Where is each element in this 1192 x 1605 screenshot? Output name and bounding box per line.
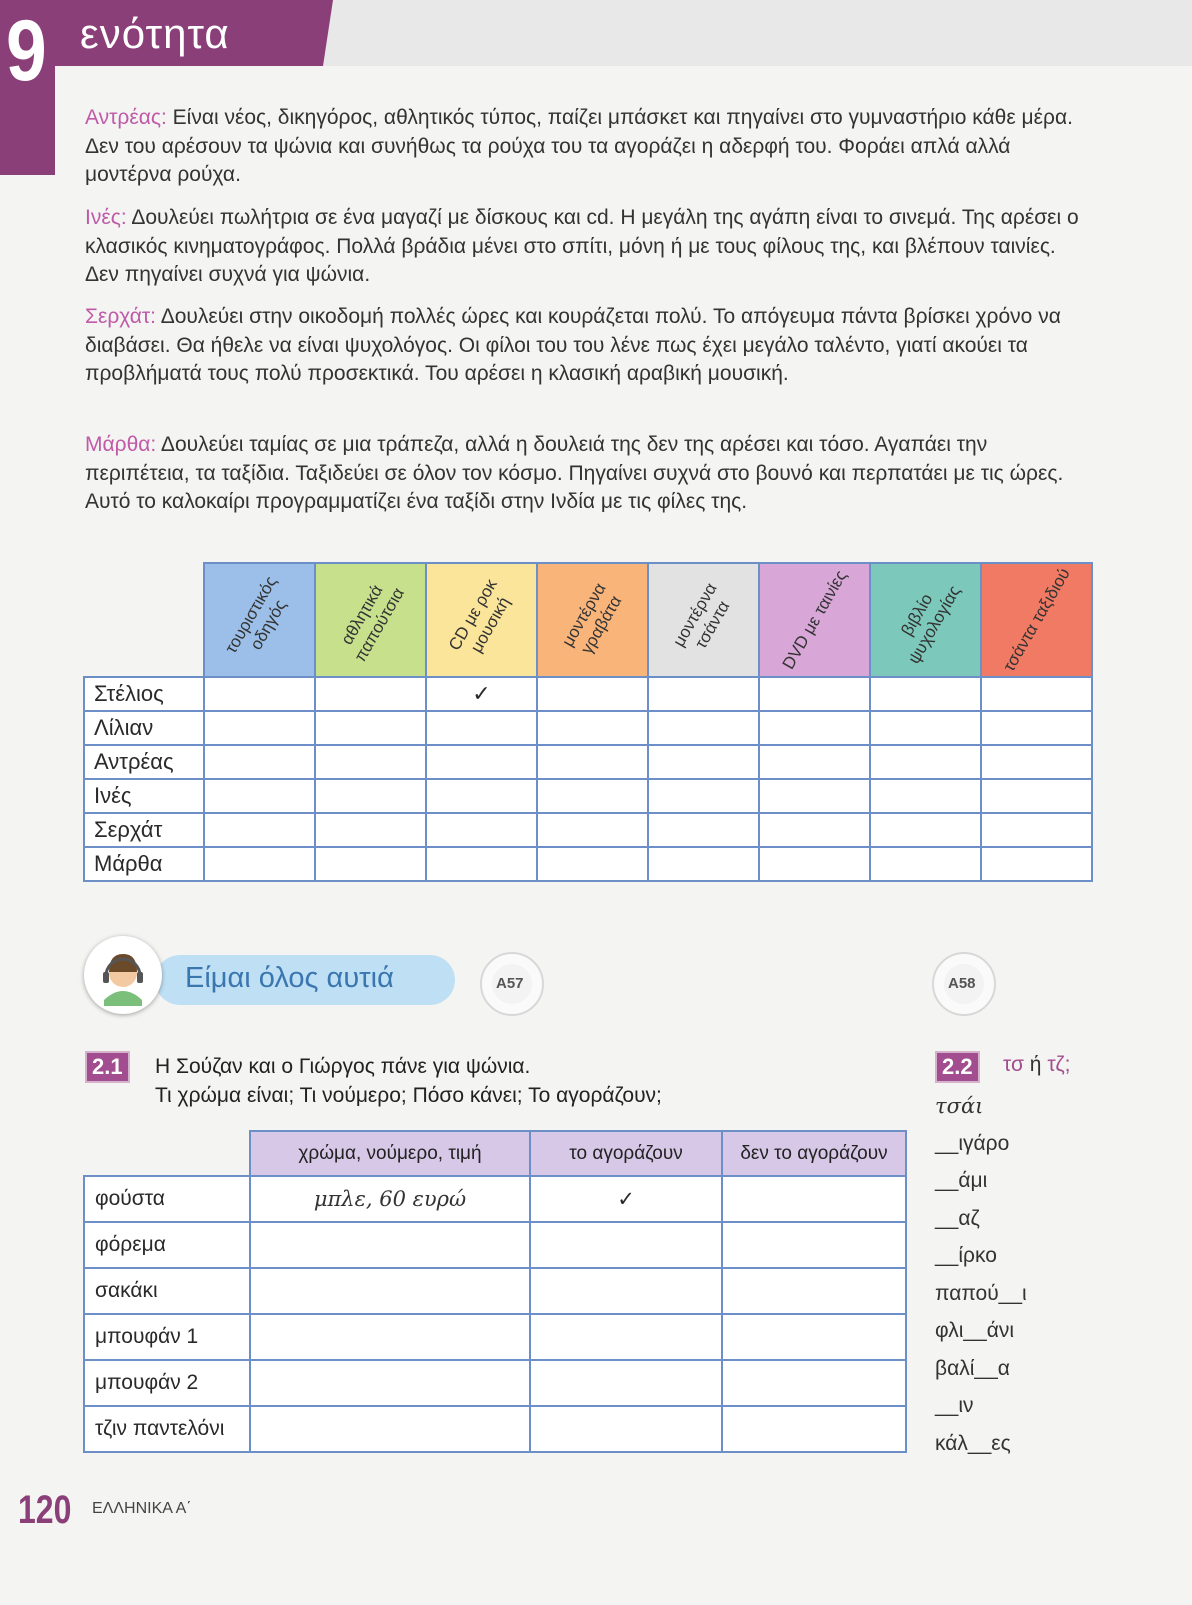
check-cell[interactable]: [315, 711, 426, 745]
table-row: [84, 1176, 906, 1222]
check-cell[interactable]: [204, 745, 315, 779]
exercise-2-2-title: τσ ή τζ;: [1003, 1053, 1071, 1076]
check-cell[interactable]: [759, 779, 870, 813]
book-title: ΕΛΛΗΝΙΚΑ Α΄: [92, 1500, 192, 1517]
section-title: Είμαι όλος αυτιά: [185, 962, 394, 994]
gift-matching-table: [83, 562, 1093, 882]
details-cell[interactable]: [250, 1406, 530, 1452]
check-cell[interactable]: [759, 711, 870, 745]
check-cell[interactable]: [537, 711, 648, 745]
shopping-table: [83, 1130, 907, 1453]
row-name: Στέλιος: [84, 677, 204, 711]
row-name: Αντρέας: [84, 745, 204, 779]
check-cell[interactable]: ✓: [426, 677, 537, 711]
paragraph-text: Δουλεύει στην οικοδομή πολλές ώρες και κουράζεται πολύ. Το απόγευμα πάντα βρίσκει χρόνο να διαβάσει. Θα ήθελε να είναι ψυχολόγος. Οι φίλοι του του λένε πως έχει μεγάλο ταλέντο, γιατί ακούει τα προβλήματά τους πολύ προσεκτικά. Του αρέσει η κλασική αραβική μουσική.: [85, 305, 1061, 385]
buy-cell[interactable]: [530, 1222, 722, 1268]
word-item[interactable]: __ιν: [935, 1394, 974, 1417]
check-cell[interactable]: [981, 711, 1092, 745]
check-cell[interactable]: [315, 779, 426, 813]
check-cell[interactable]: [981, 847, 1092, 881]
word-item[interactable]: __ιγάρο: [935, 1132, 1010, 1155]
check-cell[interactable]: [981, 677, 1092, 711]
paragraph-martha: [85, 431, 1085, 517]
word-item[interactable]: τσάι: [935, 1094, 984, 1118]
instruction-line: Τι χρώμα είναι; Τι νούμερο; Πόσο κάνει; Το αγοράζουν;: [155, 1084, 662, 1107]
check-cell[interactable]: [870, 813, 981, 847]
paragraph-text: Δουλεύει ταμίας σε μια τράπεζα, αλλά η δουλειά της δεν της αρέσει και τόσο. Αγαπάει την περιπέτεια, τα ταξίδια. Ταξιδεύει σε όλον τον κόσμο. Πηγαίνει συχνά στο βουνό και περπατάει με τις ώρες. Αυτό το καλοκαίρι προγραμματίζει ένα ταξίδι στην Ινδία με τις φίλες της.: [85, 433, 1064, 513]
details-cell[interactable]: [250, 1222, 530, 1268]
check-cell[interactable]: [426, 847, 537, 881]
headphones-icon: [84, 936, 162, 1014]
cd-track-label: A57: [496, 975, 524, 992]
check-cell[interactable]: [204, 677, 315, 711]
word-item[interactable]: φλι__άνι: [935, 1319, 1015, 1342]
check-cell[interactable]: [759, 677, 870, 711]
table-row: [84, 745, 1092, 779]
check-cell[interactable]: [315, 813, 426, 847]
column-header-buy: το αγοράζουν: [530, 1131, 722, 1176]
item-name: σακάκι: [84, 1268, 250, 1314]
column-header-not-buy: δεν το αγοράζουν: [722, 1131, 906, 1176]
check-cell[interactable]: [648, 847, 759, 881]
table-row: [84, 847, 1092, 881]
check-cell[interactable]: [537, 677, 648, 711]
check-cell[interactable]: [204, 711, 315, 745]
details-cell[interactable]: [250, 1314, 530, 1360]
check-cell[interactable]: [981, 779, 1092, 813]
check-cell[interactable]: [426, 813, 537, 847]
check-cell[interactable]: [648, 745, 759, 779]
buy-cell[interactable]: [530, 1268, 722, 1314]
instruction-line: Η Σούζαν και ο Γιώργος πάνε για ψώνια.: [155, 1055, 531, 1078]
check-cell[interactable]: [648, 813, 759, 847]
check-cell[interactable]: [870, 711, 981, 745]
paragraph-ines: [85, 204, 1085, 290]
paragraph-text: Δουλεύει πωλήτρια σε ένα μαγαζί με δίσκους και cd. Η μεγάλη της αγάπη είναι το σινεμά. Της αρέσει ο κλασικός κινηματογράφος. Πολλά βράδια μένει στο σπίτι, μόνη ή με τους φίλους της, και βλέπουν ταινίες. Δεν πηγαίνει συχνά για ψώνια.: [85, 206, 1079, 286]
check-cell[interactable]: [870, 745, 981, 779]
table-row: [84, 779, 1092, 813]
check-cell[interactable]: [759, 813, 870, 847]
check-cell[interactable]: [759, 745, 870, 779]
not-buy-cell[interactable]: [722, 1222, 906, 1268]
buy-cell[interactable]: [530, 1406, 722, 1452]
table-row: [84, 1406, 906, 1452]
check-cell[interactable]: [870, 847, 981, 881]
table-row: [84, 813, 1092, 847]
item-name: φούστα: [84, 1176, 250, 1222]
word-item[interactable]: κάλ__ες: [935, 1432, 1011, 1455]
not-buy-cell[interactable]: [722, 1406, 906, 1452]
row-name: Λίλιαν: [84, 711, 204, 745]
word-item[interactable]: παπού__ι: [935, 1282, 1027, 1305]
buy-cell[interactable]: [530, 1314, 722, 1360]
exercise-badge: 2.1: [85, 1051, 130, 1083]
column-header-dvd: DVD με ταινίες: [759, 563, 870, 677]
person-name: Σερχάτ:: [85, 305, 157, 328]
exercise-badge: 2.2: [935, 1051, 980, 1083]
paragraph-text: Είναι νέος, δικηγόρος, αθλητικός τύπος, παίζει μπάσκετ και πηγαίνει στο γυμναστήριο κάθε μέρα. Δεν του αρέσουν τα ψώνια και συνήθως τα ρούχα του τα αγοράζει η αδερφή του. Φοράει απλά αλλά μοντέρνα ρούχα.: [85, 106, 1073, 186]
column-header-travel-bag: τσάντα ταξιδιού: [981, 563, 1092, 677]
table-corner: [84, 1131, 250, 1176]
check-cell[interactable]: [204, 847, 315, 881]
check-cell[interactable]: [204, 779, 315, 813]
table-row: [84, 1268, 906, 1314]
not-buy-cell[interactable]: [722, 1176, 906, 1222]
check-cell[interactable]: [537, 813, 648, 847]
check-cell[interactable]: [315, 847, 426, 881]
person-name: Αντρέας:: [85, 106, 167, 129]
check-cell[interactable]: [426, 779, 537, 813]
table-row: [84, 677, 1092, 711]
item-name: μπουφάν 1: [84, 1314, 250, 1360]
paragraph-antreas: [85, 104, 1085, 190]
word-item[interactable]: __άμι: [935, 1169, 988, 1192]
check-cell[interactable]: [981, 813, 1092, 847]
details-cell[interactable]: [250, 1360, 530, 1406]
check-cell[interactable]: [648, 779, 759, 813]
word-item[interactable]: βαλί__α: [935, 1357, 1010, 1380]
not-buy-cell[interactable]: [722, 1314, 906, 1360]
check-cell[interactable]: [648, 677, 759, 711]
column-header-rock-cd: CD με ροκ μουσική: [426, 563, 537, 677]
check-cell[interactable]: [204, 813, 315, 847]
check-cell[interactable]: [426, 711, 537, 745]
listener-avatar: [84, 936, 162, 1014]
check-cell[interactable]: [648, 711, 759, 745]
row-name: Μάρθα: [84, 847, 204, 881]
check-cell[interactable]: [315, 745, 426, 779]
paragraph-serchat: [85, 303, 1085, 389]
word-item[interactable]: __ίρκο: [935, 1244, 997, 1267]
buy-cell[interactable]: [530, 1360, 722, 1406]
exercise-2-1-instructions: [155, 1052, 662, 1110]
column-header-guide: τουριστικός οδηγός: [204, 563, 315, 677]
item-name: μπουφάν 2: [84, 1360, 250, 1406]
column-header-details: χρώμα, νούμερο, τιμή: [250, 1131, 530, 1176]
item-name: φόρεμα: [84, 1222, 250, 1268]
column-header-tie: μοντέρνα γραβάτα: [537, 563, 648, 677]
person-name: Μάρθα:: [85, 433, 157, 456]
table-row: [84, 1222, 906, 1268]
details-cell[interactable]: μπλε, 60 ευρώ: [250, 1176, 530, 1222]
check-cell[interactable]: [537, 779, 648, 813]
unit-label: ενότητα: [80, 10, 230, 57]
check-cell[interactable]: [870, 677, 981, 711]
cd-track-label: A58: [948, 975, 976, 992]
check-cell[interactable]: [981, 745, 1092, 779]
person-name: Ινές:: [85, 206, 127, 229]
row-name: Ινές: [84, 779, 204, 813]
not-buy-cell[interactable]: [722, 1360, 906, 1406]
table-row: [84, 1314, 906, 1360]
check-cell[interactable]: [537, 847, 648, 881]
not-buy-cell[interactable]: [722, 1268, 906, 1314]
check-cell[interactable]: [759, 847, 870, 881]
table-row: [84, 711, 1092, 745]
buy-cell[interactable]: ✓: [530, 1176, 722, 1222]
column-header-book: βιβλίο ψυχολογίας: [870, 563, 981, 677]
row-name: Σερχάτ: [84, 813, 204, 847]
column-header-sneakers: αθλητικά παπούτσια: [315, 563, 426, 677]
details-cell[interactable]: [250, 1268, 530, 1314]
word-item[interactable]: __αζ: [935, 1207, 980, 1230]
column-header-bag: μοντέρνα τσάντα: [648, 563, 759, 677]
table-row: [84, 1360, 906, 1406]
check-cell[interactable]: [315, 677, 426, 711]
item-name: τζιν παντελόνι: [84, 1406, 250, 1452]
check-cell[interactable]: [537, 745, 648, 779]
check-cell[interactable]: [426, 745, 537, 779]
page-number: 120: [18, 1488, 72, 1532]
check-cell[interactable]: [870, 779, 981, 813]
unit-number: 9: [6, 3, 47, 99]
table-corner: [84, 563, 204, 677]
